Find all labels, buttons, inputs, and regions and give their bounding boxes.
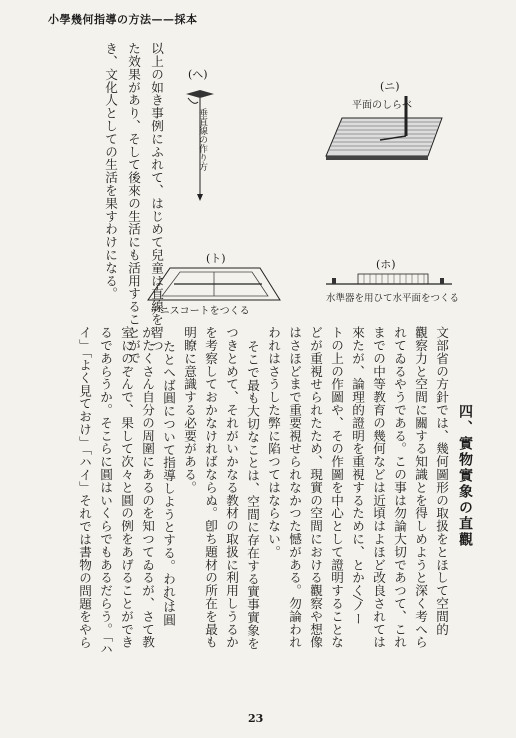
figure-he-caption: 垂直線の作り方 — [197, 108, 207, 171]
body-line-4: までの中等教育の幾何などは近頃はよほど改良されては — [371, 326, 386, 649]
body-line-5: 來たが、論理的證明を重視するために、とかく⁄ノー — [350, 326, 365, 626]
body-line-3: れてゐるやうである。この事は勿論大切であつて、これ — [392, 326, 407, 649]
upper-text-line-2: た效果があり、そして後來の生活にも活用することがで — [126, 42, 141, 365]
figure-to-court — [140, 262, 290, 306]
section-title: 四、實物實象の直觀 — [457, 404, 473, 548]
figure-ho-level — [324, 268, 454, 292]
body-line-6: トの上の作圖や、その作圖を中心として證明することな — [329, 326, 344, 649]
figure-ni-plane — [322, 96, 452, 166]
body-line-13: 明瞭に意識する必要がある。 — [182, 326, 197, 494]
running-header: 小學幾何指導の方法——採本 — [48, 13, 198, 26]
upper-text-line-3: き、文化人としての生活を果すわけになる。 — [103, 42, 118, 300]
body-line-11: つきとめて、それがいかなる教材の取扱に利用しうるか — [224, 326, 239, 649]
body-line-8: はさほどまで重要視せられなかつた憾がある。勿論われ — [287, 326, 302, 649]
figure-ni-caption: 平面のしらべ — [352, 100, 412, 111]
body-line-15: がたくさん自分の周圍にあるのを知つてゐるが、さて教 — [140, 326, 155, 649]
body-line-16: 室にのぞんで、果して次々と圓の例をあげることができ — [119, 326, 134, 649]
body-line-9: われはさうした弊に陷つてはならない。 — [266, 326, 281, 559]
upper-text-line-1: 以上の如き事例にふれて、はじめて兒童は直線を習つ — [149, 42, 164, 352]
figure-ho-caption: 水準器を用ひて水平面をつくる — [326, 293, 460, 304]
body-line-18: イ」「よく見ておけ」「ハイ」それでは書物の問題をやら — [77, 326, 92, 649]
figure-he-label: (ヘ) — [188, 68, 208, 81]
body-line-1: 文部省の方針では、幾何圖形の取扱をとほして空間的 — [434, 326, 449, 636]
body-line-2: 觀察力と空間に關する知識とを得しめようと深く考へら — [413, 326, 428, 649]
figure-to-caption: テニスコートをつくる — [150, 306, 250, 317]
figure-to-label: (ト) — [206, 252, 226, 265]
body-line-17: るであらうか。そこらに圓はいくらでもあるだらう。「ハ — [98, 326, 113, 656]
figure-ni-label: (ニ) — [380, 80, 400, 93]
page-number: 23 — [248, 712, 264, 725]
body-line-12: を考察しておかなければならぬ。卽ち題材の所在を最も — [203, 326, 218, 649]
body-line-7: どが重視せられたため、現實の空間における觀察や想像 — [308, 326, 323, 649]
figure-ho-label: (ホ) — [376, 258, 396, 271]
body-line-14: たとへば圓について指導しようとする。われ⁄は圓 — [161, 340, 176, 627]
body-line-10: そこで最も大切なことは、空間に存在する實事實象を — [245, 340, 260, 650]
